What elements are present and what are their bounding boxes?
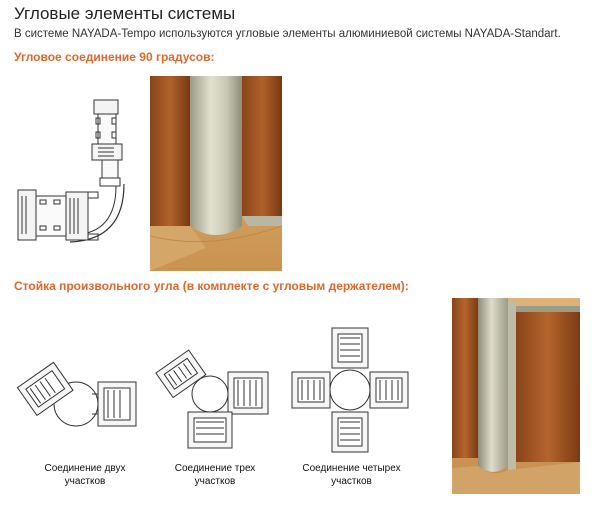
four-section-connector-drawing: [288, 322, 413, 457]
three-section-connector-drawing: [152, 342, 277, 454]
three-section-caption: [160, 462, 270, 488]
section2-heading: Стойка произвольного угла (в комплекте с угловым держателем):: [14, 279, 409, 293]
free-angle-post-photo: [452, 298, 580, 494]
corner-90-profile-drawing: [12, 92, 142, 252]
caption-line: Соединение трех: [174, 463, 256, 474]
caption-line: участков: [331, 476, 372, 487]
two-section-connector-drawing: [14, 344, 144, 454]
corner-post-photo: [150, 76, 282, 271]
four-section-caption: [294, 462, 409, 488]
caption-line: участков: [64, 476, 106, 487]
intro-text: В системе NAYADA-Tempo используются угловые элементы алюминиевой системы NAYADA-Standart.: [14, 28, 561, 40]
two-section-caption: [30, 462, 140, 488]
caption-line: Соединение двух: [44, 463, 126, 474]
caption-line: Соединение четырех: [302, 463, 401, 474]
page-title: Угловые элементы системы: [14, 4, 236, 23]
caption-line: участков: [194, 476, 236, 487]
section1-heading: Угловое соединение 90 градусов:: [14, 50, 215, 64]
